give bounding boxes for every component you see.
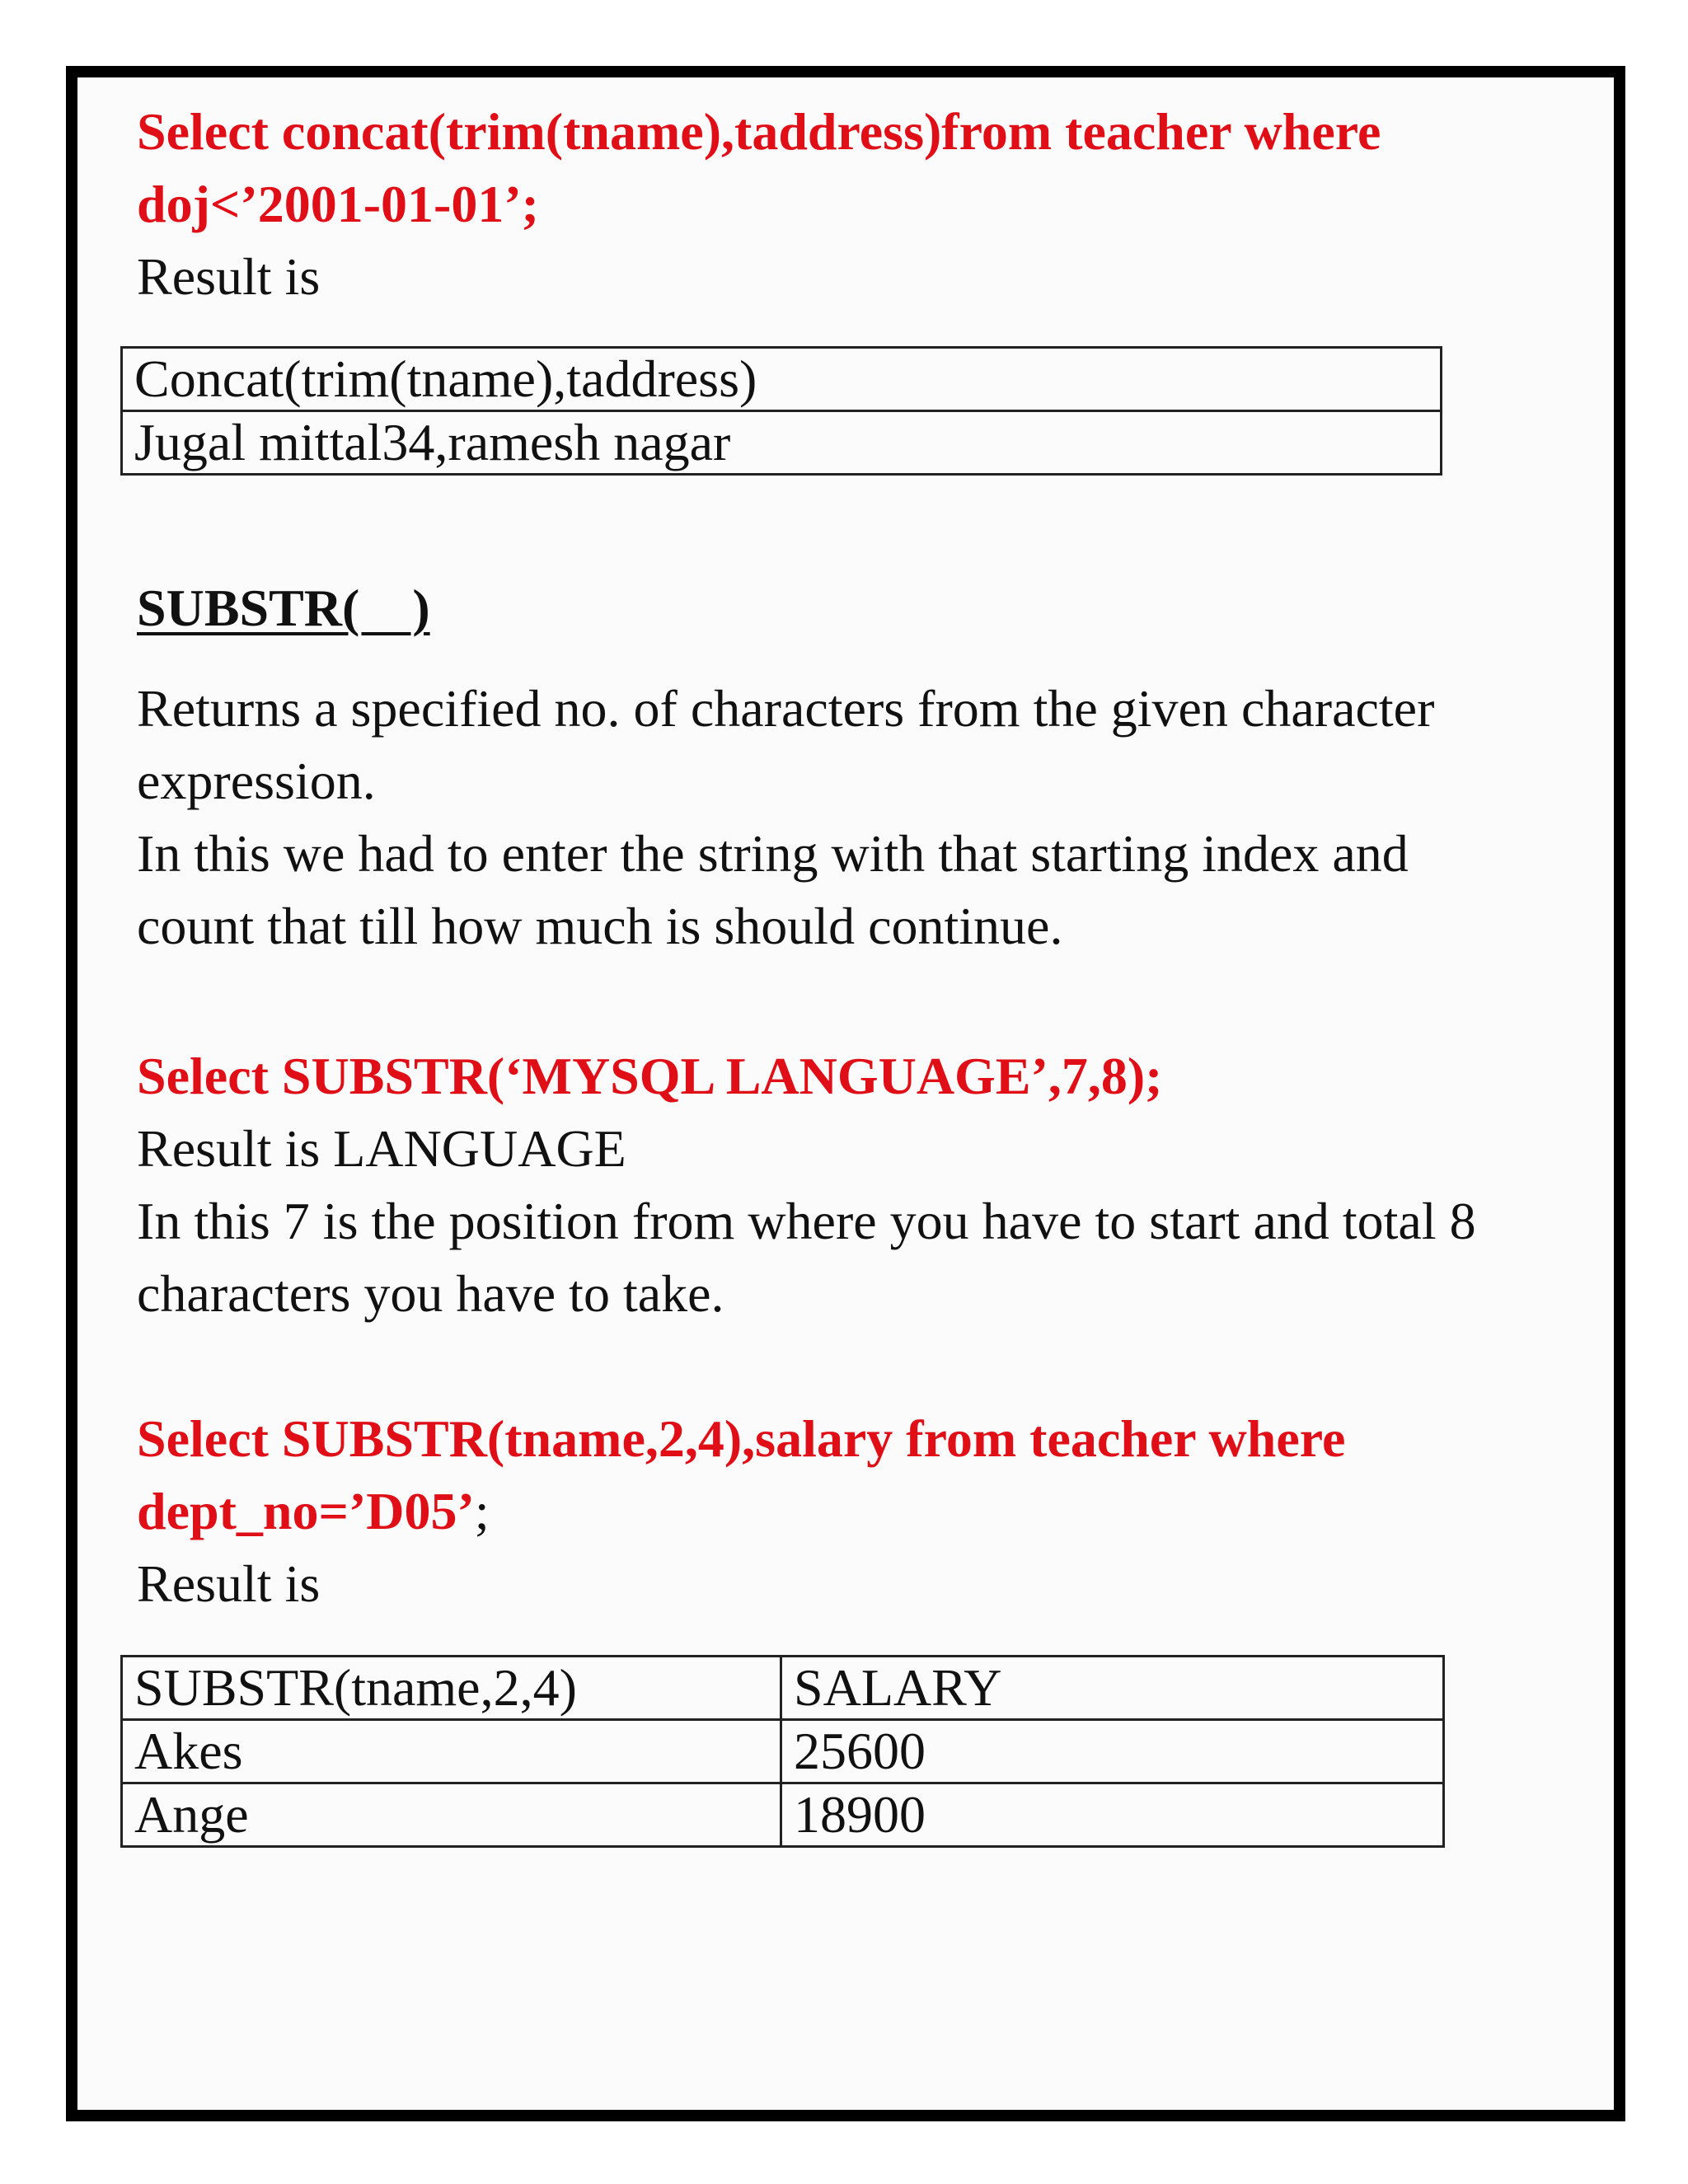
table-header-row [122, 1657, 1444, 1720]
sql-query-concat-line-2: doj<’2001-01-01’; [137, 175, 539, 233]
description-line: Returns a specified no. of characters from the given character [137, 679, 1435, 738]
explanation-line: In this 7 is the position from where you have to start and total 8 [137, 1192, 1476, 1250]
description-line: In this we had to enter the string with that starting index and [137, 824, 1409, 883]
explanation-line: characters you have to take. [137, 1264, 724, 1323]
substr-salary-result-table [120, 1655, 1445, 1848]
concat-result-table [120, 346, 1442, 476]
substr-heading-text: SUBSTR( ) [137, 579, 430, 637]
result-label-3: Result is [137, 1554, 321, 1613]
table-header-cell: SUBSTR(tname,2,4) [122, 1657, 781, 1720]
substr-heading [137, 572, 430, 644]
sql-query-concat-line-1: Select concat(trim(tname),taddress)from teacher where [137, 102, 1381, 161]
result-label-1: Result is [137, 247, 321, 306]
table-row [122, 411, 1442, 475]
sql-query-substr-tname-line-1: Select SUBSTR(tname,2,4),salary from teacher where [137, 1409, 1346, 1468]
sql-query-substr-tname-line-2 [137, 1475, 490, 1548]
table-row [122, 1783, 1444, 1847]
table-cell: 25600 [781, 1720, 1444, 1783]
sql-query-text: dept_no=’D05’ [137, 1482, 475, 1540]
table-cell: Ange [122, 1783, 781, 1847]
description-line: expression. [137, 752, 376, 810]
table-header-row [122, 348, 1442, 411]
table-row [122, 1720, 1444, 1783]
table-cell: 18900 [781, 1783, 1444, 1847]
table-cell: Jugal mittal34,ramesh nagar [122, 411, 1442, 475]
description-line: count that till how much is should continue. [137, 897, 1063, 955]
table-header-cell: SALARY [781, 1657, 1444, 1720]
table-header-cell: Concat(trim(tname),taddress) [122, 348, 1442, 411]
result-text-language: Result is LANGUAGE [137, 1119, 626, 1178]
sql-query-semicolon: ; [474, 1482, 490, 1540]
table-cell: Akes [122, 1720, 781, 1783]
sql-query-substr-literal: Select SUBSTR(‘MYSQL LANGUAGE’,7,8); [137, 1047, 1163, 1105]
